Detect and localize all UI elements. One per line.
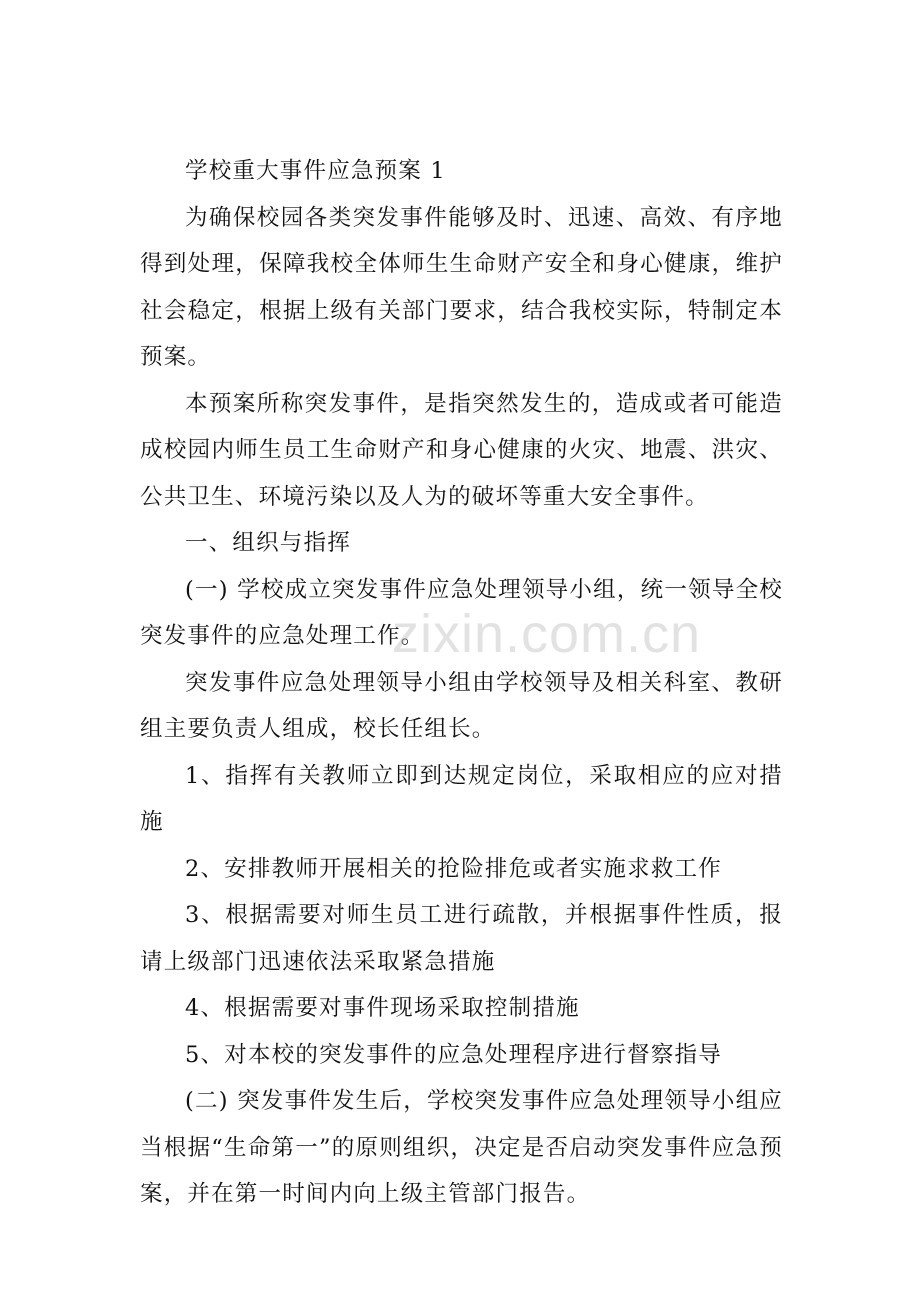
list-item-3: 3、根据需要对师生员工进行疏散，并根据事件性质，报请上级部门迅速依法采取紧急措施 [140, 902, 783, 975]
section-heading-organization: 一、组织与指挥 [185, 530, 351, 556]
watermark-text: zixin.com.cn [392, 604, 702, 664]
list-item-4: 4、根据需要对事件现场采取控制措施 [185, 995, 580, 1021]
paragraph-item-2: (二) 突发事件发生后，学校突发事件应急处理领导小组应当根据“生命第一”的原则组织，决定是否启动突发事件应急预案，并在第一时间内向上级主管部门报告。 [140, 1088, 783, 1207]
paragraph-definition: 本预案所称突发事件，是指突然发生的，造成或者可能造成校园内师生员工生命财产和身心健康的火灾、地震、洪灾、公共卫生、环境污染以及人为的破坏等重大安全事件。 [140, 390, 783, 510]
paragraph-item-1: (一) 学校成立突发事件应急处理领导小组，统一领导全校突发事件的应急处理工作。 [140, 576, 783, 649]
list-item-1: 1、指挥有关教师立即到达规定岗位，采取相应的应对措施 [140, 762, 783, 835]
document-title: 学校重大事件应急预案 1 [185, 158, 446, 184]
list-item-5: 5、对本校的突发事件的应急处理程序进行督察指导 [185, 1041, 722, 1068]
list-item-2: 2、安排教师开展相关的抢险排危或者实施求救工作 [185, 855, 722, 882]
paragraph-leadership-group: 突发事件应急处理领导小组由学校领导及相关科室、教研组主要负责人组成，校长任组长。 [140, 669, 783, 742]
paragraph-purpose: 为确保校园各类突发事件能够及时、迅速、高效、有序地得到处理，保障我校全体师生生命财产安全和身心健康，维护社会稳定，根据上级有关部门要求，结合我校实际，特制定本预案。 [140, 204, 783, 370]
